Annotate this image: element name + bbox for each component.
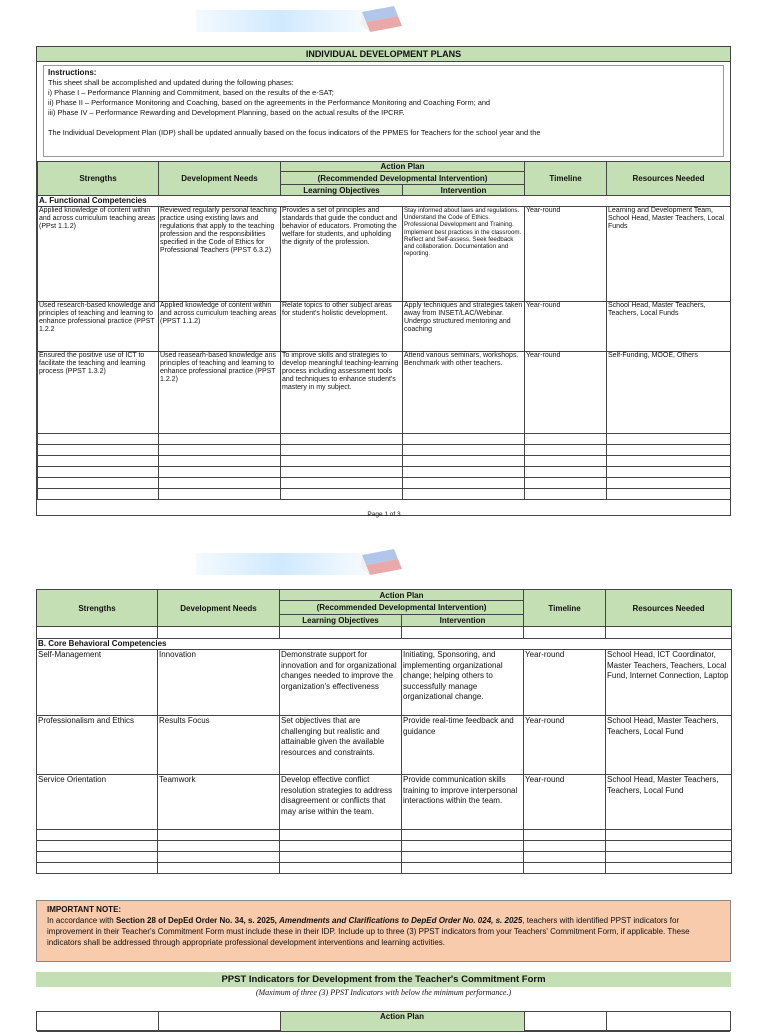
empty-row — [37, 852, 732, 863]
instructions-line: The Individual Development Plan (IDP) shall be updated annually based on the focus indicators of the PPMES for Teachers for the school year and the — [48, 128, 541, 137]
empty-row — [38, 434, 731, 445]
empty-row — [37, 863, 732, 874]
empty-row — [38, 478, 731, 489]
note-heading: IMPORTANT NOTE: — [47, 905, 122, 914]
instructions-line: i) Phase I – Performance Planning and Commitment, based on the results of the e-SAT; — [48, 88, 334, 97]
col-action-plan: Action Plan — [280, 590, 524, 601]
note-body — [47, 915, 720, 948]
deped-logo-watermark — [196, 545, 406, 579]
cell-resources: Self-Funding, MOOE, Others — [607, 352, 731, 434]
cell-strengths: Self-Management — [37, 650, 158, 716]
important-note — [36, 900, 731, 962]
cell-strengths: Professionalism and Ethics — [37, 716, 158, 775]
cell-needs: Innovation — [158, 650, 280, 716]
empty-row — [38, 489, 731, 500]
section-b-title: B. Core Behavioral Competencies — [37, 639, 732, 650]
col-strengths: Strengths — [37, 590, 158, 627]
table-row — [37, 650, 732, 716]
cell-objectives: Relate topics to other subject areas for student's holistic development. — [281, 302, 403, 352]
cell-intervention: Stay informed about laws and regulations. Understand the Code of Ethics. Professional Development and Training. Implement best practices in the classroom. Reflect and Self-assess. Seek feedback and collaboration. Documentation and reporting. — [403, 207, 525, 302]
table-row — [38, 352, 731, 434]
idp-page-2 — [36, 589, 731, 890]
empty-row — [37, 627, 732, 639]
col-timeline: Timeline — [525, 162, 607, 196]
instructions-line — [48, 118, 719, 128]
cell-resources: School Head, ICT Coordinator, Master Teachers, Teachers, Local Fund, Internet Connection, Laptop — [606, 650, 732, 716]
col-intervention: Intervention — [402, 615, 524, 627]
cell-objectives: Demonstrate support for innovation and for organizational changes needed to improve the organization's effectiveness — [280, 650, 402, 716]
cell-intervention: Attend various seminars, workshops. Benchmark with other teachers. — [403, 352, 525, 434]
table-row — [37, 716, 732, 775]
col-development-needs: Development Needs — [158, 590, 280, 627]
cell-timeline: Year-round — [525, 207, 607, 302]
cell-timeline: Year-round — [524, 650, 606, 716]
col-strengths: Strengths — [38, 162, 159, 196]
col-action-plan: Action Plan — [281, 162, 525, 172]
cell-needs: Results Focus — [158, 716, 280, 775]
cell-timeline: Year-round — [524, 775, 606, 830]
note-text: , teachers with identified PPST indicators for improvement in their Teacher's Commitment Form must include these in their IDP. Include up to three (3) PPST indicators from your Teachers' Commitment Form, if applicable. These indicators shall be addressed through appropriate professional development interventions and learning activities. — [47, 916, 690, 947]
note-text: In accordance with — [47, 916, 116, 925]
table-row — [37, 775, 732, 830]
ppst-subtitle: (Maximum of three (3) PPST Indicators with below the minimum performance.) — [255, 988, 512, 997]
cell-objectives: Provides a set of principles and standards that guide the conduct and behavior of educators. Promoting the welfare for students, and upholding the dignity of the profession. — [281, 207, 403, 302]
empty-row — [38, 445, 731, 456]
section-a-title: A. Functional Competencies — [38, 196, 731, 207]
cell-resources: Learning and Development Team, School Head, Master Teachers, Local Funds — [607, 207, 731, 302]
note-italic: Amendments and Clarifications to DepEd Order No. 024, s. 2025 — [279, 916, 523, 925]
col-intervention: Intervention — [403, 185, 525, 196]
cell-strengths: Applied knowledge of content within and across curriculum teaching areas (PPst 1.1.2) — [38, 207, 159, 302]
cell-strengths: Service Orientation — [37, 775, 158, 830]
cell-timeline: Year-round — [524, 716, 606, 775]
empty-row — [38, 467, 731, 478]
cell-needs: Applied knowledge of content within and across curriculum teaching areas (PPST 1.1.2) — [159, 302, 281, 352]
cell-timeline: Year-round — [525, 302, 607, 352]
cell-resources: School Head, Master Teachers, Teachers, Local Fund — [606, 775, 732, 830]
deped-logo-watermark — [196, 2, 406, 36]
cell-needs: Teamwork — [158, 775, 280, 830]
instructions-line: ii) Phase II – Performance Monitoring and Coaching, based on the agreements in the Performance Monitoring and Coaching Form; and — [48, 98, 491, 107]
idp-page-1 — [36, 46, 731, 516]
cell-needs: Reviewed regularly personal teaching practice using existing laws and regulations that apply to the teaching profession and the responsibilities specified in the Code of Ethics for Professional Teachers (PPST 6.3.2) — [159, 207, 281, 302]
col-timeline: Timeline — [524, 590, 606, 627]
col-action-plan: Action Plan — [280, 1012, 524, 1032]
col-recommended: (Recommended Developmental Intervention) — [281, 172, 525, 185]
core-competencies-table — [36, 589, 732, 874]
cell-strengths: Ensured the positive use of ICT to facilitate the teaching and learning process (PPST 1.3.2) — [38, 352, 159, 434]
empty-row — [37, 841, 732, 852]
col-development-needs: Development Needs — [159, 162, 281, 196]
table-row — [38, 302, 731, 352]
table-row — [38, 207, 731, 302]
page-number: Page 1 of 3 — [367, 511, 401, 518]
instructions-heading: Instructions: — [48, 68, 97, 77]
col-resources: Resources Needed — [606, 590, 732, 627]
ppst-table — [36, 1011, 731, 1031]
instructions-line: This sheet shall be accomplished and updated during the following phases: — [48, 78, 294, 87]
note-bold: Section 28 of DepEd Order No. 34, s. 2025, — [115, 916, 280, 925]
cell-intervention: Provide real-time feedback and guidance — [402, 716, 524, 775]
cell-objectives: Set objectives that are challenging but realistic and attainable given the available resources and constraints. — [280, 716, 402, 775]
cell-strengths: Used research-based knowledge and principles of teaching and learning to enhance professional practice (PPST 1.2.2 — [38, 302, 159, 352]
functional-competencies-table — [37, 161, 731, 500]
cell-objectives: To improve skills and strategies to develop meaningful teaching-learning process including assessment tools and techniques to enhance student's mastery in my subject. — [281, 352, 403, 434]
col-recommended: (Recommended Developmental Intervention) — [280, 601, 524, 615]
col-learning-objectives: Learning Objectives — [281, 185, 403, 196]
col-resources: Resources Needed — [607, 162, 731, 196]
cell-resources: School Head, Master Teachers, Teachers, Local Funds — [607, 302, 731, 352]
instructions-box — [43, 65, 724, 157]
instructions-line: iii) Phase IV – Performance Rewarding and Development Planning, based on the actual results of the IPCRF. — [48, 108, 405, 117]
cell-objectives: Develop effective conflict resolution strategies to address disagreement or conflicts that may arise within the team. — [280, 775, 402, 830]
cell-intervention: Provide communication skills training to improve interpersonal interactions within the team. — [402, 775, 524, 830]
cell-resources: School Head, Master Teachers, Teachers, Local Fund — [606, 716, 732, 775]
empty-row — [37, 830, 732, 841]
cell-intervention: Apply techniques and strategies taken away from INSET/LAC/Webinar. Undergo structured mentoring and coaching — [403, 302, 525, 352]
idp-title: INDIVIDUAL DEVELOPMENT PLANS — [37, 47, 730, 62]
cell-intervention: Initiating, Sponsoring, and implementing organizational change; helping others to successfully manage organizational change. — [402, 650, 524, 716]
ppst-title: PPST Indicators for Development from the Teacher's Commitment Form — [36, 972, 731, 987]
cell-needs: Used reasearh-based knowledge ans principles of teaching and learning to enhance professional practice (PPST 1.2.2) — [159, 352, 281, 434]
empty-row — [38, 456, 731, 467]
col-learning-objectives: Learning Objectives — [280, 615, 402, 627]
cell-timeline: Year-round — [525, 352, 607, 434]
